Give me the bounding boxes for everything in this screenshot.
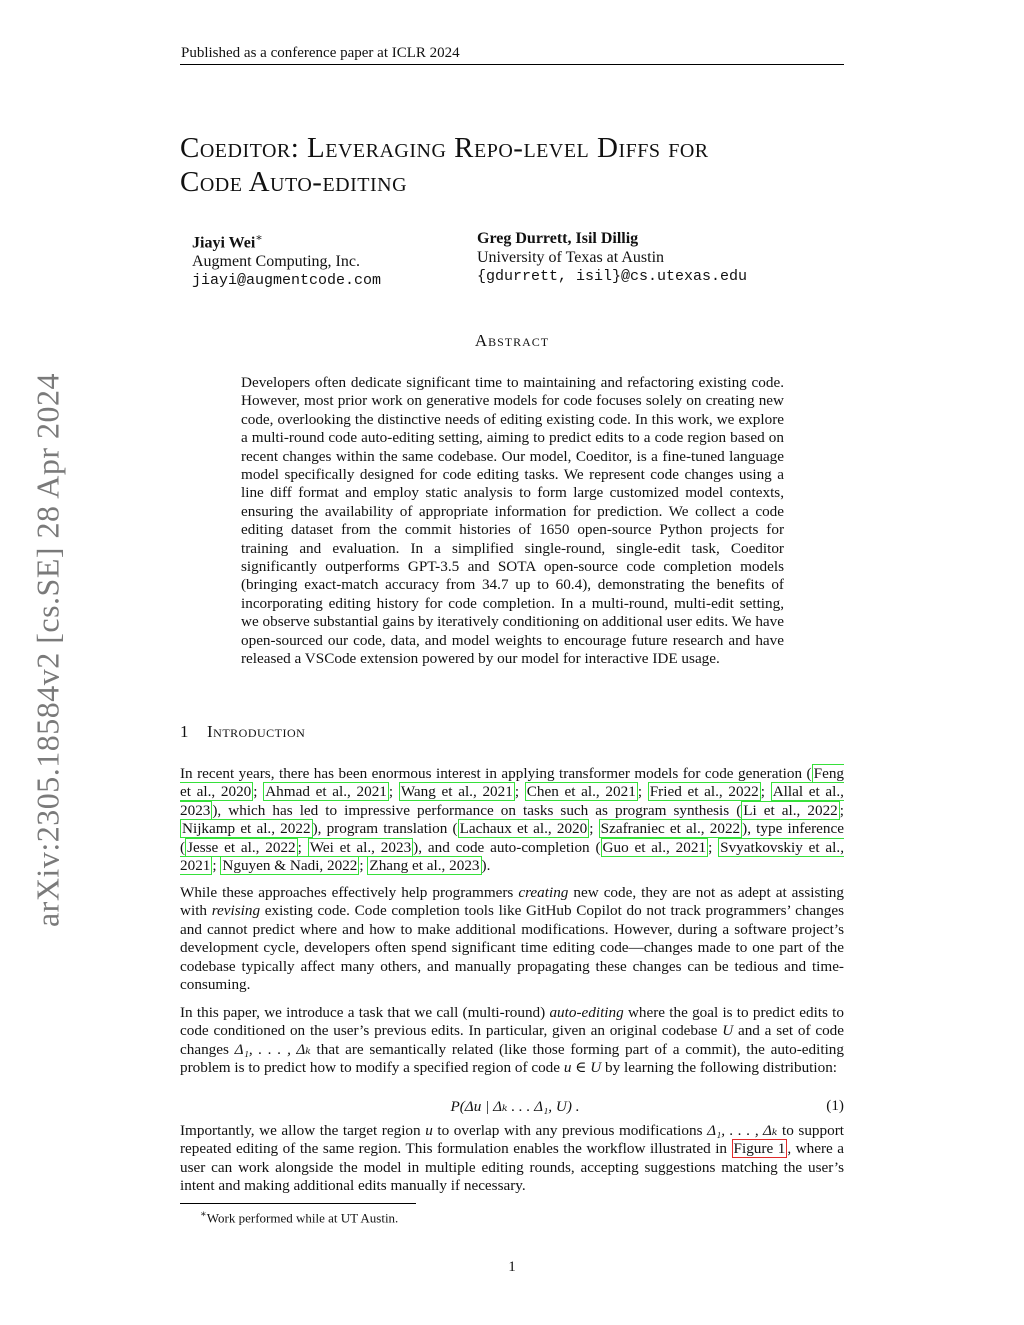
figure-reference-link[interactable]: Figure 1 xyxy=(733,1140,786,1158)
author-2 xyxy=(477,229,747,286)
citation-link[interactable]: Nguyen & Nadi, 2022 xyxy=(222,857,358,875)
title-line-2: Code Auto-editing xyxy=(180,166,408,198)
intro-paragraph-2: While these approaches effectively help programmers creating new code, they are not as adept at assisting with revising existing code. Code completion tools like GitHub Copilot do not track programmers’ changes and cannot predict where and how to make additional modifications. However, during a software project’s development cycle, developers often spend significant time editing code—changes made to one part of the codebase typically affect many others, and manually propagating these changes can be tedious and time-consuming. xyxy=(180,884,844,994)
footnote-text: Work performed while at UT Austin. xyxy=(206,1210,399,1226)
citation-link[interactable]: Feng et al., 2020 xyxy=(180,765,844,801)
author-email: jiayi@augmentcode.com xyxy=(192,272,382,290)
author-affiliation: Augment Computing, Inc. xyxy=(192,253,360,271)
title-line-1: Coeditor: Leveraging Repo-level Diffs for xyxy=(180,132,709,164)
author-footnote-mark: ∗ xyxy=(255,232,263,244)
section-heading xyxy=(180,722,305,742)
citation-link[interactable]: Nijkamp et al., 2022 xyxy=(182,820,311,838)
author-name: Jiayi Wei xyxy=(192,234,256,252)
footnote-mark: ∗ xyxy=(200,1209,207,1220)
running-header: Published as a conference paper at ICLR 2024 xyxy=(181,45,460,61)
section-number: 1 xyxy=(180,722,189,741)
equation-number: (1) xyxy=(826,1097,844,1114)
footnote xyxy=(200,1209,398,1226)
author-email: {gdurrett, isil}@cs.utexas.edu xyxy=(477,268,748,285)
citation-link[interactable]: Chen et al., 2021 xyxy=(526,783,636,801)
abstract-heading: Abstract xyxy=(474,331,550,350)
section-title: Introduction xyxy=(207,722,306,741)
citation-link[interactable]: Li et al., 2022 xyxy=(743,801,838,819)
arxiv-stamp: arXiv:2305.18584v2 [cs.SE] 28 Apr 2024 xyxy=(29,372,66,928)
citation-link[interactable]: Szafraniec et al., 2022 xyxy=(600,820,741,838)
citation-link[interactable]: Ahmad et al., 2021 xyxy=(265,783,387,801)
footnote-rule xyxy=(180,1203,416,1204)
citation-link[interactable]: Svyatkovskiy et al., 2021 xyxy=(180,838,844,875)
header-rule xyxy=(180,64,844,65)
abstract-text: Developers often dedicate significant time to maintaining and refactoring existing code. However, most prior work on generative models for code focuses solely on creating new code, overlooking the distinctive needs of editing existing code. In this work, we explore a multi-round code auto-editing setting, aiming to predict edits to a code region based on recent changes within the same codebase. Our model, Coeditor, is a fine-tuned language model specifically designed for code editing tasks. We represent code changes using a line diff format and employ static analysis to form large customized model contexts, ensuring the availability of appropriate information for prediction. We collect a code editing dataset from the commit histories of 1650 open-source Python projects for training and evaluation. In a simplified single-round, single-edit task, Coeditor significantly outperforms GPT-3.5 and SOTA open-source code completion models (bringing exact-match accuracy from 34.7 up to 60.4), demonstrating the benefits of incorporating editing history for code completion. In a multi-round, multi-edit setting, we observe substantial gains by iteratively conditioning on additional user edits. We have open-sourced our code, data, and model weights to encourage future research and have released a VSCode extension powered by our model for interactive IDE usage. xyxy=(241,374,785,668)
citation-link[interactable]: Jesse et al., 2022 xyxy=(187,838,296,856)
intro-paragraph-4: Importantly, we allow the target region u to overlap with any previous modifications Δ₁, . . . , Δₖ to support repeated editing of the same region. This formulation enables the workflow illustrated in Figure 1 , where a user can work alongside the model in multiple editing rounds, accepting suggestions matching the user’s intent and making additional edits manually if necessary. xyxy=(180,1122,845,1195)
citation-link[interactable]: Zhang et al., 2023 xyxy=(369,857,480,875)
citation-link[interactable]: Guo et al., 2021 xyxy=(602,838,707,856)
citation-link[interactable]: Allal et al., 2023 xyxy=(180,783,844,819)
equation-1 xyxy=(180,1097,844,1117)
citation-link[interactable]: Lachaux et al., 2020 xyxy=(459,820,588,838)
paper-title xyxy=(180,131,848,199)
intro-paragraph-1: In recent years, there has been enormous interest in applying transformer models for code generation ( Feng et al., 2020 ; Ahmad et al., 2021 ; Wang et al., 2021 ; Chen et al., 2021 ; Fried et al., 2022 ; Allal et al., 2023 ), which has led to impressive performance on tasks such as program synthesis ( Li et al., 2022 ; Nijkamp et al., 2022 ), program translation ( Lachaux et al., 2020 ; Szafraniec et al., 2022 ), type inference ( Jesse et al., 2022 ; Wei et al., 2023 ), and code auto-completion ( Guo et al., 2021 ; Svyatkovskiy et al., 2021 ; Nguyen & Nadi, 2022 ; Zhang et al., 2023 ). xyxy=(180,765,845,875)
author-name: Greg Durrett, Isil Dillig xyxy=(477,230,639,247)
page-number: 1 xyxy=(508,1259,516,1275)
equation-expression: P(Δu | Δₖ . . . Δ₁, U) . xyxy=(450,1098,580,1115)
author-1 xyxy=(192,229,381,290)
citation-link[interactable]: Wei et al., 2023 xyxy=(309,838,412,856)
author-affiliation: University of Texas at Austin xyxy=(477,249,665,266)
intro-paragraph-3: In this paper, we introduce a task that we call (multi-round) auto-editing where the goal is to predict edits to code conditioned on the user’s previous edits. In particular, given an original codebase U and a set of code changes Δ₁, . . . , Δₖ that are semantically related (like those forming part of a commit), the auto-editing problem is to predict how to modify a specified region of code u ∈ U by learning the following distribution: xyxy=(180,1004,844,1077)
citation-link[interactable]: Wang et al., 2021 xyxy=(400,783,513,801)
citation-link[interactable]: Fried et al., 2022 xyxy=(649,783,759,801)
